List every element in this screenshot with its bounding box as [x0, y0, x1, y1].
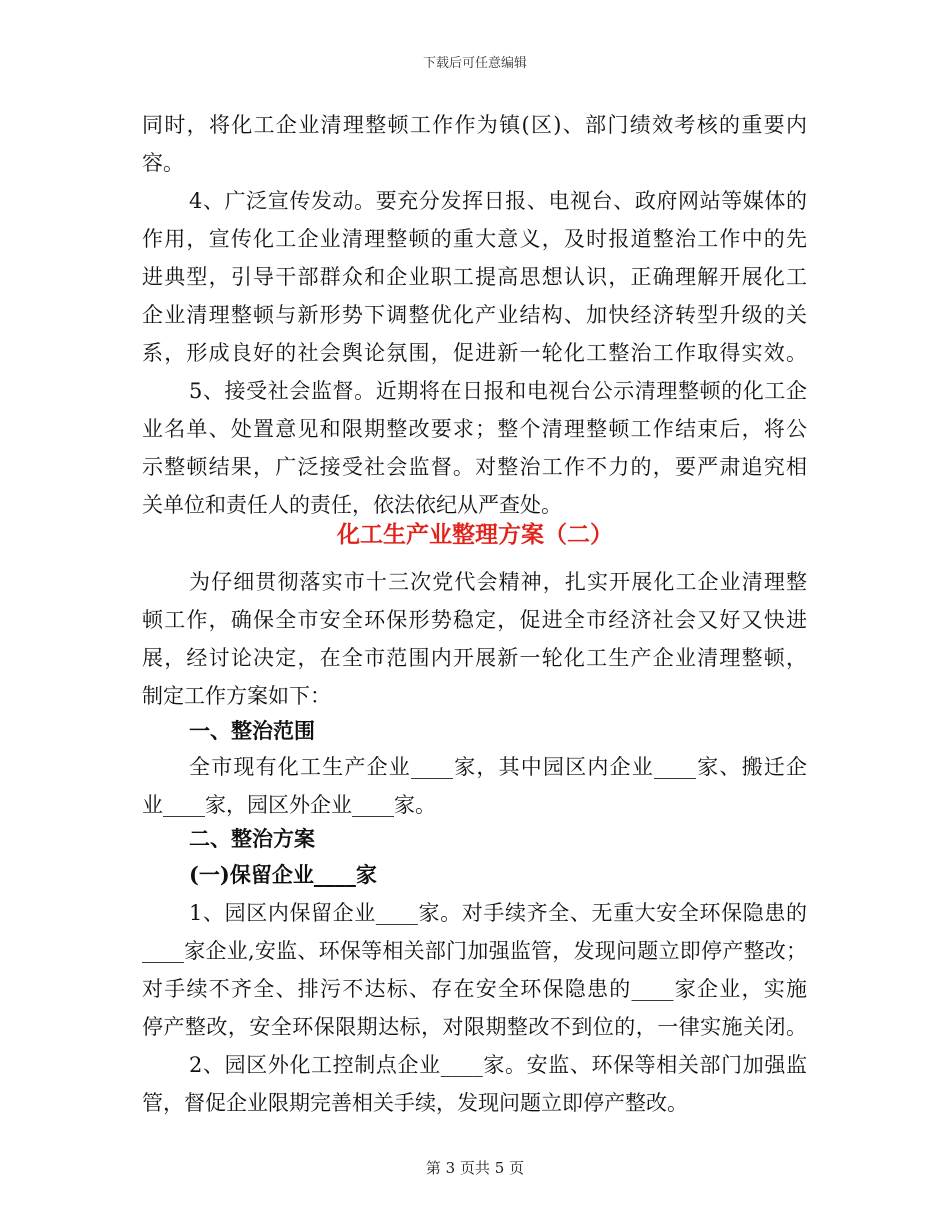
section-title: 化工生产业整理方案（二）: [337, 521, 613, 548]
text-line: 示整顿结果，广泛接受社会监督。对整治工作不力的，要严肃追究相: [142, 455, 807, 479]
page-header: 下载后可任意编辑: [422, 56, 527, 71]
text-line: 进典型，引导干部群众和企业职工提高思想认识，正确理解开展化工: [142, 265, 807, 289]
text-line: 业____家，园区外企业____家。: [142, 793, 436, 817]
text-line: 5、接受社会监督。近期将在日报和电视台公示清理整顿的化工企: [189, 379, 807, 403]
text-line: 对手续不齐全、排污不达标、存在安全环保隐患的____家企业，实施: [142, 977, 807, 1001]
text-line: 同时，将化工企业清理整顿工作作为镇(区)、部门绩效考核的重要内: [142, 113, 807, 137]
text-line: 全市现有化工生产企业____家，其中园区内企业____家、搬迁企: [189, 755, 807, 779]
text-line: 一、整治范围: [189, 718, 315, 743]
text-line: 展，经讨论决定，在全市范围内开展新一轮化工生产企业清理整顿，: [142, 646, 807, 670]
text-line: 为仔细贯彻落实市十三次党代会精神，扎实开展化工企业清理整: [189, 570, 807, 594]
text-line: 系，形成良好的社会舆论氛围，促进新一轮化工整治工作取得实效。: [142, 341, 807, 365]
text-line: ____家企业,安监、环保等相关部门加强监管，发现问题立即停产整改；: [142, 939, 807, 963]
text-line: 4、广泛宣传发动。要充分发挥日报、电视台、政府网站等媒体的: [189, 189, 807, 213]
text-line: 停产整改，安全环保限期达标，对限期整改不到位的，一律实施关闭。: [142, 1015, 807, 1039]
text-line: 2、园区外化工控制点企业____家。安监、环保等相关部门加强监: [189, 1053, 807, 1077]
text-line: 作用，宣传化工企业清理整顿的重大意义，及时报道整治工作中的先: [142, 227, 807, 251]
text-line: (一)保留企业____家: [189, 862, 377, 887]
text-line: 关单位和责任人的责任，依法依纪从严查处。: [142, 493, 562, 517]
text-line: 业名单、处置意见和限期整改要求；整个清理整顿工作结束后，将公: [142, 417, 807, 441]
text-line: 容。: [142, 151, 184, 175]
text-line: 企业清理整顿与新形势下调整优化产业结构、加快经济转型升级的关: [142, 303, 807, 327]
page-footer: 第 3 页共 5 页: [425, 1159, 525, 1177]
text-line: 制定工作方案如下：: [142, 684, 331, 708]
text-line: 顿工作，确保全市安全环保形势稳定，促进全市经济社会又好又快进: [142, 608, 807, 632]
text-line: 管，督促企业限期完善相关手续，发现问题立即停产整改。: [142, 1091, 688, 1115]
text-line: 二、整治方案: [189, 826, 315, 851]
text-line: 1、园区内保留企业____家。对手续齐全、无重大安全环保隐患的: [189, 901, 807, 925]
